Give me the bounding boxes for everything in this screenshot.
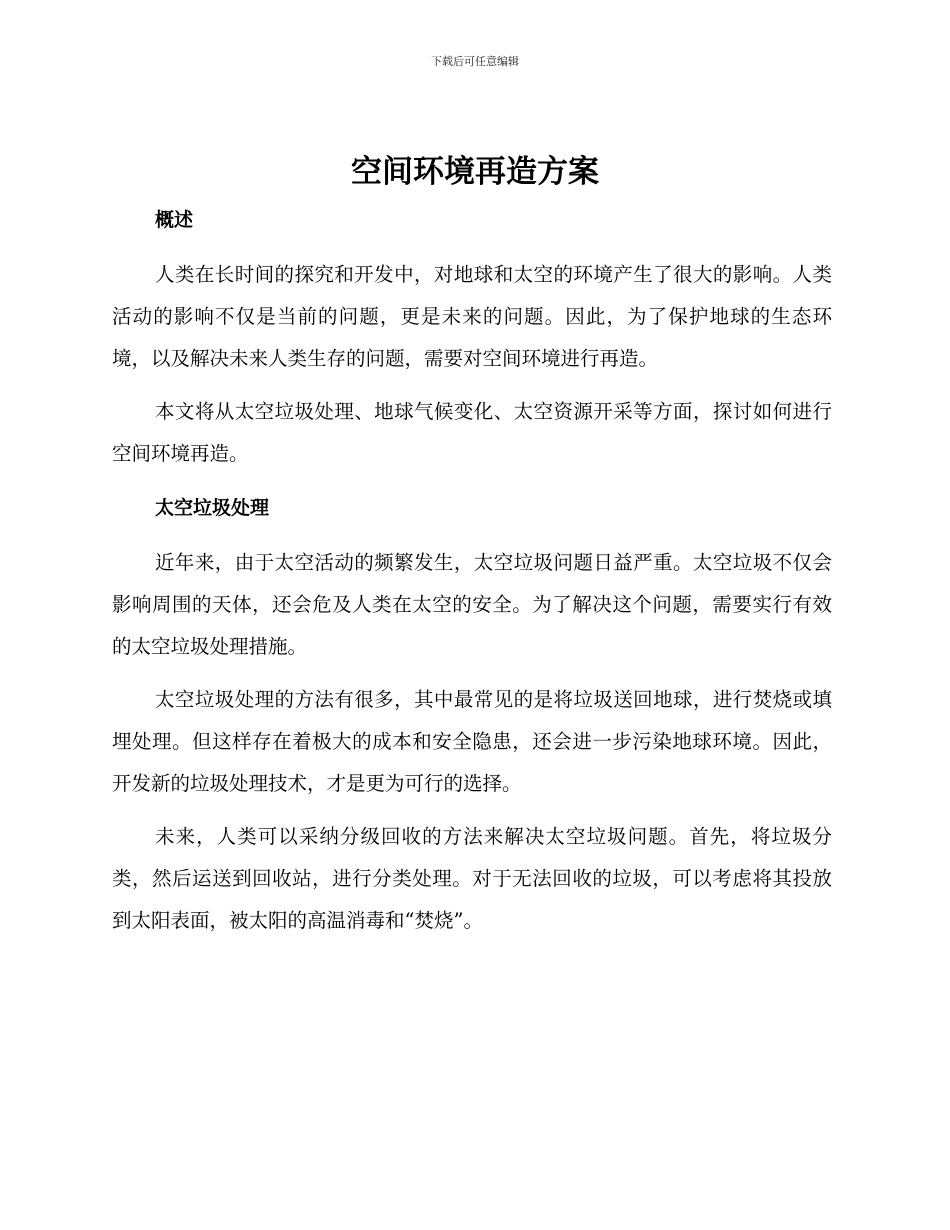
paragraph: 近年来，由于太空活动的频繁发生，太空垃圾问题日益严重。太空垃圾不仅会影响周围的天体，还会危及人类在太空的安全。为了解决这个问题，需要实行有效的太空垃圾处理措施。 [112, 551, 832, 658]
paragraph: 本文将从太空垃圾处理、地球气候变化、太空资源开采等方面，探讨如何进行空间环境再造。 [112, 400, 832, 465]
paragraph: 人类在长时间的探究和开发中，对地球和太空的环境产生了很大的影响。人类活动的影响不仅是当前的问题，更是未来的问题。因此，为了保护地球的生态环境，以及解决未来人类生存的问题，需要对空间环境进行再造。 [112, 263, 832, 370]
paragraph: 太空垃圾处理的方法有很多，其中最常见的是将垃圾送回地球，进行焚烧或填埋处理。但这样存在着极大的成本和安全隐患，还会进一步污染地球环境。因此，开发新的垃圾处理技术，才是更为可行的选择。 [112, 688, 832, 795]
document-title: 空间环境再造方案 [351, 154, 599, 190]
paragraph: 未来，人类可以采纳分级回收的方法来解决太空垃圾问题。首先，将垃圾分类，然后运送到回收站，进行分类处理。对于无法回收的垃圾，可以考虑将其投放到太阳表面，被太阳的高温消毒和“焚烧”。 [112, 825, 832, 932]
section-heading-space-debris: 太空垃圾处理 [155, 497, 270, 519]
document-body [112, 204, 832, 942]
header-note: 下载后可任意编辑 [431, 55, 519, 68]
section-heading-overview: 概述 [155, 209, 194, 231]
